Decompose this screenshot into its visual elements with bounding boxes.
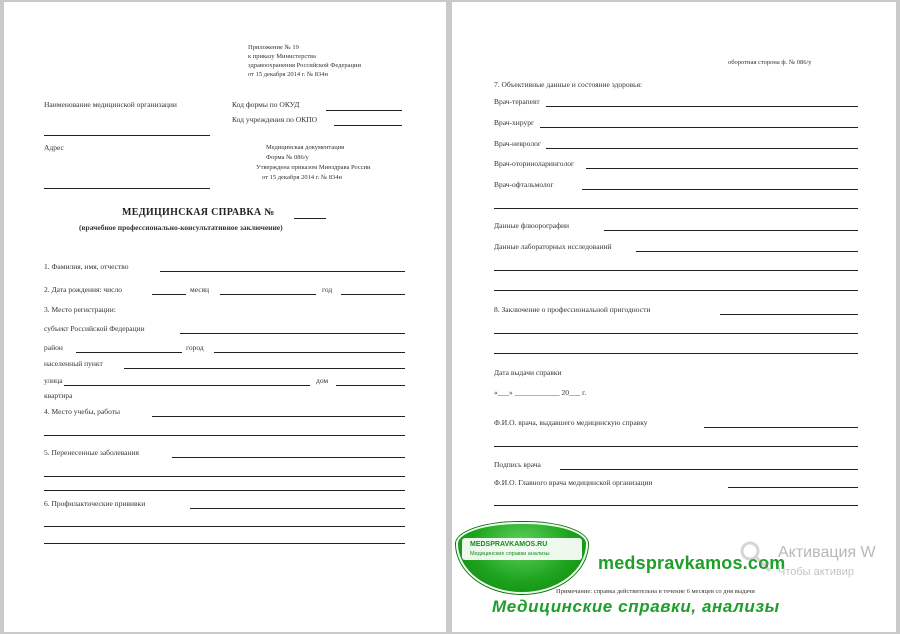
fluorography-label: Данные флюорографии [494, 221, 570, 230]
birthdate-day-line[interactable] [152, 294, 186, 295]
diseases-label: 5. Перенесенные заболевания [44, 448, 139, 457]
document-subtitle: (врачебное профессионально-консультативное заключение) [79, 223, 283, 232]
ent-label: Врач-оториноларинголог [494, 159, 575, 168]
locality-line[interactable] [124, 368, 405, 369]
fluorography-line[interactable] [604, 230, 858, 231]
doctor-fio-label: Ф.И.О. врача, выдавшего медицинскую справку [494, 418, 648, 427]
locality-label: населенный пункт [44, 359, 103, 368]
issue-date-label: Дата выдачи справки [494, 368, 562, 377]
watermark-badge-subtitle: Медицинские справки анализы [470, 551, 550, 557]
doc-type-line-4: от 15 декабря 2014 г. № 834н [262, 174, 342, 181]
vaccinations-line-3[interactable] [44, 543, 405, 544]
okud-line[interactable] [326, 110, 402, 111]
vaccinations-line-1[interactable] [190, 508, 405, 509]
address-label: Адрес [44, 143, 64, 152]
watermark-site-url[interactable]: medspravkamos.com [598, 553, 786, 573]
conclusion-line-3[interactable] [494, 353, 858, 354]
doc-type-line-3: Утверждена приказом Минздрава России [256, 164, 371, 171]
surgeon-line[interactable] [540, 127, 858, 128]
header-line-1: Приложение № 19 [248, 44, 299, 51]
validity-note: Примечание: справка действительна в течение 6 месяцев со дня выдачи [556, 588, 755, 595]
doctor-fio-line-1[interactable] [704, 427, 858, 428]
neurologist-line[interactable] [546, 148, 858, 149]
vaccinations-line-2[interactable] [44, 526, 405, 527]
exam-extra-line[interactable] [494, 208, 858, 209]
lab-results-label: Данные лабораторных исследований [494, 242, 612, 251]
vaccinations-label: 6. Профилактические прививки [44, 499, 146, 508]
birthdate-month-label: месяц [190, 285, 210, 294]
lab-results-line-2[interactable] [494, 270, 858, 271]
header-line-3: здравоохранения Российской Федерации [248, 62, 361, 69]
conclusion-line-1[interactable] [720, 314, 858, 315]
doctor-sign-line[interactable] [560, 469, 858, 470]
ophthalmologist-line[interactable] [582, 189, 858, 190]
neurologist-label: Врач-невролог [494, 139, 541, 148]
chief-fio-label: Ф.И.О. Главного врача медицинской организации [494, 478, 653, 487]
header-line-4: от 15 декабря 2014 г. № 834н [248, 71, 328, 78]
subject-label: субъект Российской Федерации [44, 324, 145, 333]
birthdate-day-label: 2. Дата рождения: число [44, 285, 123, 294]
study-work-label: 4. Место учебы, работы [44, 407, 121, 416]
org-name-line[interactable] [44, 135, 210, 136]
diseases-line-3[interactable] [44, 490, 405, 491]
birthdate-year-line[interactable] [341, 294, 405, 295]
subject-line[interactable] [180, 333, 405, 334]
surgeon-label: Врач-хирург [494, 118, 535, 127]
lab-results-line-1[interactable] [636, 251, 858, 252]
birthdate-month-line[interactable] [220, 294, 316, 295]
watermark-tagline: Медицинские справки, анализы [492, 597, 780, 616]
house-label: дом [316, 376, 329, 385]
house-line[interactable] [336, 385, 405, 386]
issue-date-field[interactable]: «___» ____________ 20___ г. [494, 388, 587, 397]
city-label: город [186, 343, 204, 352]
ophthalmologist-label: Врач-офтальмолог [494, 180, 554, 189]
header-line-2: к приказу Министерства [248, 53, 316, 60]
fio-label: 1. Фамилия, имя, отчество [44, 262, 129, 271]
doctor-fio-line-2[interactable] [494, 446, 858, 447]
okpo-line[interactable] [334, 125, 402, 126]
district-label: район [44, 343, 63, 352]
therapist-line[interactable] [546, 106, 858, 107]
district-line[interactable] [76, 352, 182, 353]
birthdate-year-label: год [322, 285, 333, 294]
key-icon [738, 539, 774, 575]
flat-label: квартира [44, 391, 73, 400]
diseases-line-1[interactable] [172, 457, 405, 458]
chief-fio-line-1[interactable] [728, 487, 858, 488]
document-title: МЕДИЦИНСКАЯ СПРАВКА № [122, 207, 275, 218]
okud-label: Код формы по ОКУД [232, 100, 300, 109]
street-label: улица [44, 376, 63, 385]
form-page-front [4, 2, 446, 632]
fio-line[interactable] [160, 271, 405, 272]
objective-data-label: 7. Объективные данные и состояние здоровья: [494, 80, 643, 89]
doctor-sign-label: Подпись врача [494, 460, 541, 469]
watermark-badge-title: MEDSPRAVKAMOS.RU [470, 541, 548, 548]
lab-results-line-3[interactable] [494, 290, 858, 291]
therapist-label: Врач-терапевт [494, 97, 540, 106]
study-work-line-1[interactable] [152, 416, 405, 417]
doc-type-line-2: Форма № 086/у [266, 154, 309, 161]
registration-label: 3. Место регистрации: [44, 305, 116, 314]
chief-fio-line-2[interactable] [494, 505, 858, 506]
windows-activation-title: Активация W [778, 544, 876, 561]
windows-activation-hint: Чтобы активир [778, 566, 854, 578]
city-line[interactable] [214, 352, 405, 353]
certificate-number-line[interactable] [294, 218, 326, 219]
org-name-label: Наименование медицинской организации [44, 100, 177, 109]
conclusion-line-2[interactable] [494, 333, 858, 334]
street-line[interactable] [64, 385, 310, 386]
okpo-label: Код учреждения по ОКПО [232, 115, 318, 124]
conclusion-label: 8. Заключение о профессиональной пригодности [494, 305, 651, 314]
ent-line[interactable] [586, 168, 858, 169]
address-line[interactable] [44, 188, 210, 189]
reverse-side-label: оборотная сторона ф. № 086/у [728, 59, 812, 66]
study-work-line-2[interactable] [44, 435, 405, 436]
diseases-line-2[interactable] [44, 476, 405, 477]
doc-type-line-1: Медицинская документация [266, 144, 345, 151]
